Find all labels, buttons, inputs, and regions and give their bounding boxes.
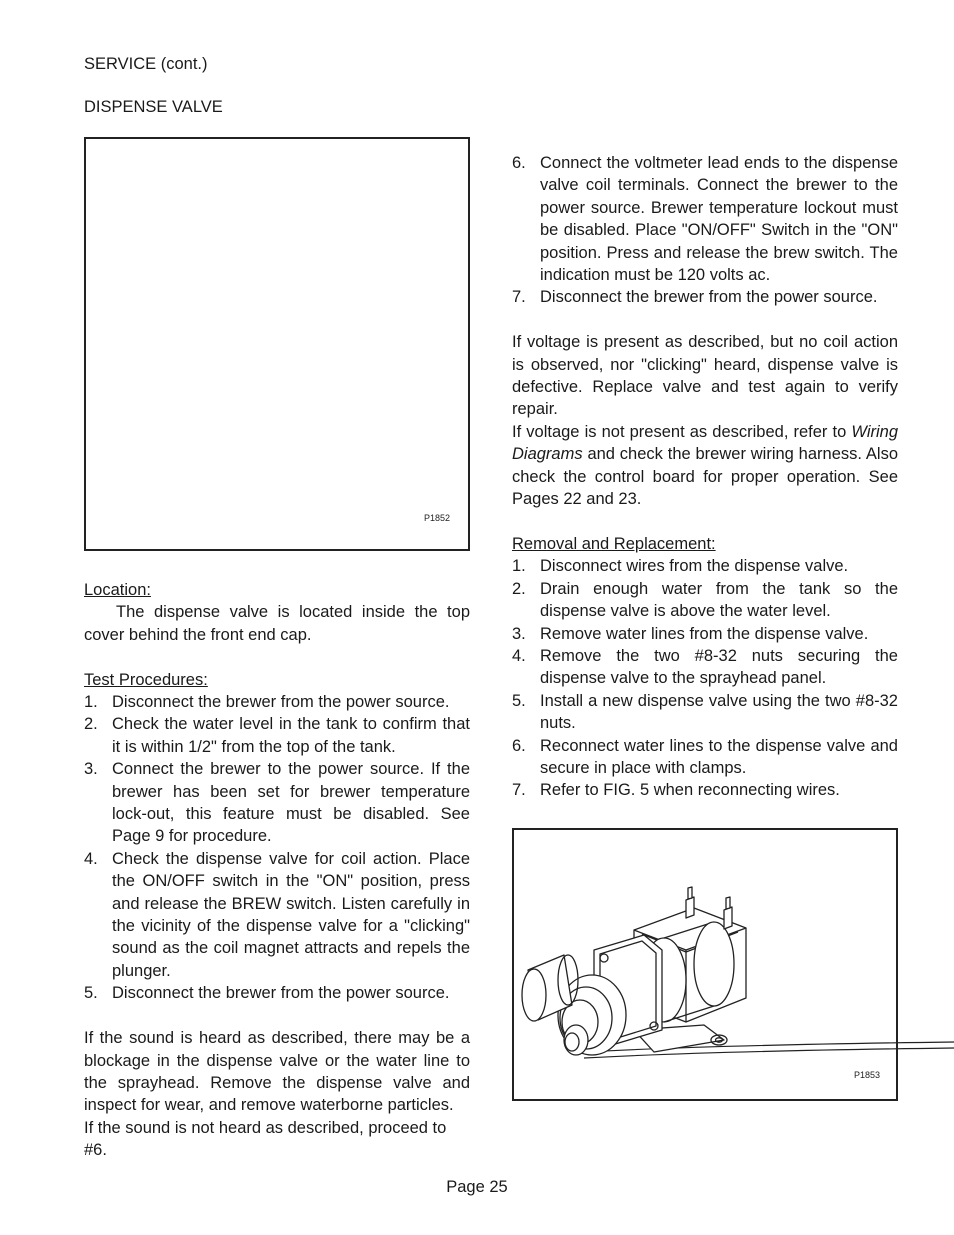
page-title: DISPENSE VALVE: [84, 98, 223, 116]
sound-not-heard-paragraph: If the sound is not heard as described, proceed to #6.: [84, 1118, 447, 1160]
list-item: 1. Disconnect the brewer from the power source.: [84, 693, 450, 712]
figure-label: P1852: [423, 513, 450, 523]
test-steps-list: [84, 691, 470, 1005]
test-steps-continued-list: [512, 152, 898, 309]
test-procedures-heading: Test Procedures:: [84, 670, 208, 689]
list-item: 3. Connect the brewer to the power source. If the brewer has been set for brewer temperature lock-out, this feature must be disabled. See Page 9 for procedure.: [84, 760, 470, 846]
wiring-diagrams-reference: Wiring Diagrams: [512, 422, 898, 464]
page-number: Page 25: [446, 1178, 508, 1196]
figure-label: P1853: [854, 1070, 881, 1080]
list-item: 2. Drain enough water from the tank so the dispense valve is above the water level.: [512, 579, 898, 621]
list-item: 6. Reconnect water lines to the dispense valve and secure in place with clamps.: [512, 736, 898, 777]
list-item: 1. Disconnect wires from the dispense valve.: [512, 557, 849, 576]
figure-p1852: [84, 137, 470, 551]
list-item: 4. Check the dispense valve for coil action. Place the ON/OFF switch in the "ON" position, press and release the BREW switch. Listen carefully in the vicinity of the dispense valve for a "clicking" sound as the coil magnet attracts and repels the plunger.: [84, 849, 470, 980]
location-text: The dispense valve is located inside the top cover behind the front end cap.: [84, 603, 470, 644]
section-header: SERVICE (cont.): [84, 55, 208, 73]
removal-heading: Removal and Replacement:: [512, 534, 716, 553]
sound-heard-paragraph: If the sound is heard as described, there may be a blockage in the dispense valve or the water line to the sprayhead. Remove the dispense valve and inspect for wear, and remove waterborne particles.: [84, 1029, 470, 1115]
left-column: [84, 579, 470, 1162]
voltage-present-paragraph: If voltage is present as described, but no coil action is observed, nor "clicking" heard, dispense valve is defective. Replace valve and test again to verify repair.: [512, 333, 898, 419]
list-item: 3. Remove water lines from the dispense valve.: [512, 624, 869, 643]
list-item: 7. Disconnect the brewer from the power source.: [512, 288, 878, 307]
list-item: 2. Check the water level in the tank to confirm that it is within 1/2" from the top of the tank.: [84, 715, 470, 756]
figure-p1853: [512, 828, 898, 1101]
dispense-valve-illustration: [514, 830, 954, 1101]
list-item: 4. Remove the two #8-32 nuts securing the dispense valve to the sprayhead panel.: [512, 646, 898, 688]
list-item: 5. Disconnect the brewer from the power source.: [84, 984, 450, 1003]
list-item: 6. Connect the voltmeter lead ends to the dispense valve coil terminals. Connect the brewer to the power source. Brewer temperature lockout must be disabled. Place "ON/OFF" Switch in the "ON" position. Press and release the brew switch. The indication must be 120 volts ac.: [512, 154, 898, 285]
voltage-absent-paragraph: If voltage is not present as described, refer to Wiring Diagrams and check the brewer wiring harness. Also check the control board for proper operation. See Pages 22 and 23.: [512, 422, 898, 509]
location-heading: Location:: [84, 581, 151, 599]
list-item: 7. Refer to FIG. 5 when reconnecting wires.: [512, 781, 840, 800]
removal-steps-list: [512, 555, 898, 801]
right-column: [512, 152, 898, 802]
list-item: 5. Install a new dispense valve using the two #8-32 nuts.: [512, 691, 898, 733]
